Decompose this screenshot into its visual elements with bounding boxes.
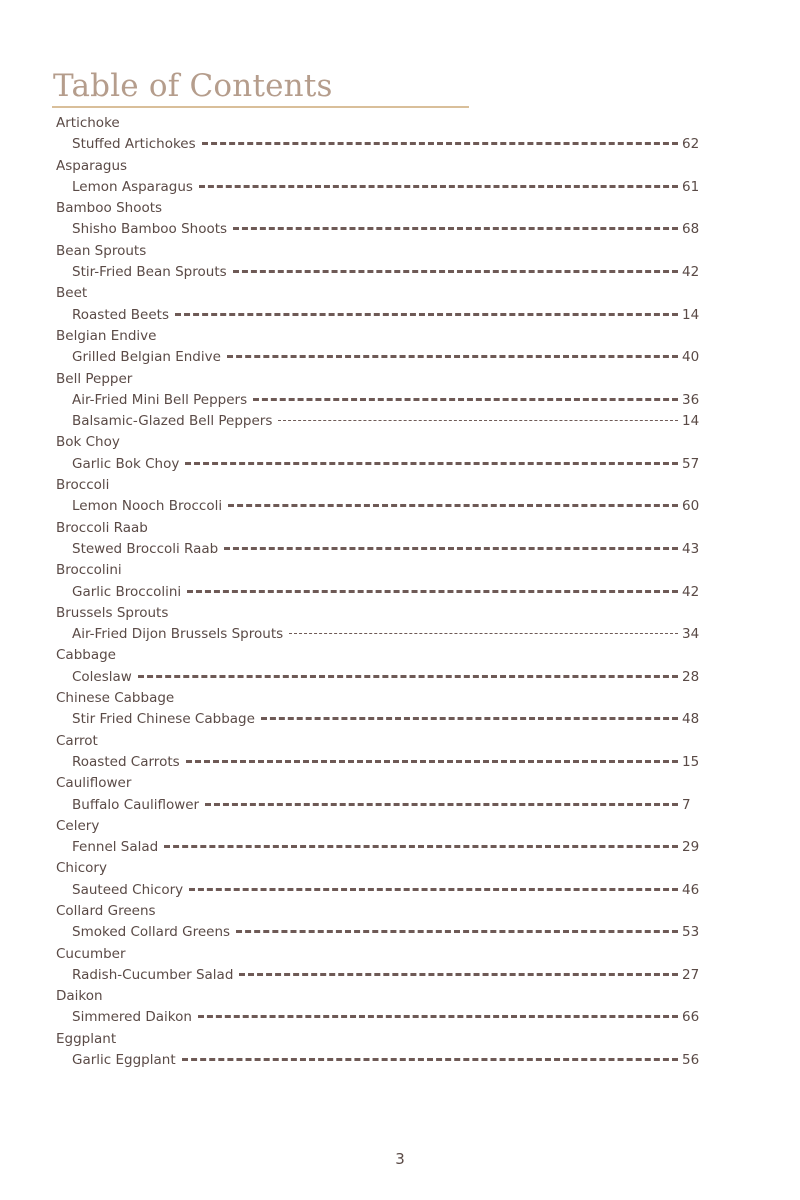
toc-entry[interactable] — [56, 965, 700, 986]
toc-category: Cabbage — [56, 647, 116, 664]
toc-category: Collard Greens — [56, 902, 156, 919]
toc-entry-page-number: 48 — [682, 711, 700, 728]
toc-entry-title: Lemon Nooch Broccoli — [72, 498, 223, 515]
toc-category: Belgian Endive — [56, 327, 157, 344]
toc-entry[interactable] — [56, 1007, 700, 1028]
toc-entry-page-number: 29 — [682, 839, 700, 856]
toc-entry-title: Roasted Beets — [72, 306, 169, 323]
toc-category: Daikon — [56, 988, 103, 1005]
dot-leader — [205, 803, 678, 806]
toc-entry-page-number: 43 — [682, 540, 700, 557]
toc-entry-page-number: 34 — [682, 626, 700, 643]
toc-entry[interactable] — [56, 411, 700, 432]
toc-entry-title: Sauteed Chicory — [72, 881, 184, 898]
dot-leader — [185, 462, 678, 465]
toc-entry-title: Air-Fried Dijon Brussels Sprouts — [72, 626, 284, 643]
title-underline — [52, 106, 469, 108]
toc-entry[interactable] — [56, 667, 700, 688]
toc-entry-page-number: 53 — [682, 924, 700, 941]
toc-entry-page-number: 27 — [682, 966, 700, 983]
toc-category: Beet — [56, 285, 88, 302]
toc-entry[interactable] — [56, 454, 700, 475]
toc-entry-title: Stir-Fried Bean Sprouts — [72, 264, 227, 281]
dot-leader — [236, 930, 678, 933]
toc-entry-title: Grilled Belgian Endive — [72, 349, 221, 366]
dot-leader — [227, 355, 678, 358]
toc-category: Artichoke — [56, 115, 120, 131]
toc-entry[interactable] — [56, 880, 700, 901]
dot-leader — [289, 633, 678, 634]
dot-leader — [239, 973, 678, 976]
toc-category: Broccoli Raab — [56, 519, 148, 536]
toc-entry-page-number: 56 — [682, 1052, 700, 1069]
toc-category: Bamboo Shoots — [56, 200, 163, 217]
toc-entry-page-number: 42 — [682, 264, 700, 281]
toc-category: Broccolini — [56, 562, 122, 579]
toc-category: Cauliflower — [56, 775, 132, 792]
toc-entry-title: Garlic Eggplant — [72, 1052, 176, 1069]
toc-entry[interactable] — [56, 219, 700, 240]
table-of-contents — [56, 113, 700, 1071]
toc-entry-title: Stewed Broccoli Raab — [72, 540, 219, 557]
toc-entry-title: Air-Fried Mini Bell Peppers — [72, 391, 248, 408]
toc-entry-title: Simmered Daikon — [72, 1009, 192, 1026]
toc-entry[interactable] — [56, 709, 700, 730]
toc-entry-title: Radish-Cucumber Salad — [72, 966, 234, 983]
toc-entry[interactable] — [56, 752, 700, 773]
toc-entry-title: Fennel Salad — [72, 839, 159, 856]
toc-entry[interactable] — [56, 177, 700, 198]
toc-entry-title: Smoked Collard Greens — [72, 924, 231, 941]
toc-category: Chinese Cabbage — [56, 690, 175, 707]
dot-leader — [278, 420, 678, 421]
toc-entry[interactable] — [56, 496, 700, 517]
page-title: Table of Contents — [53, 68, 333, 104]
dot-leader — [182, 1058, 678, 1061]
toc-entry-page-number: 14 — [682, 413, 700, 430]
toc-entry-page-number: 60 — [682, 498, 700, 515]
toc-entry-title: Lemon Asparagus — [72, 178, 193, 195]
dot-leader — [187, 590, 678, 593]
dot-leader — [189, 888, 678, 891]
dot-leader — [261, 717, 678, 720]
toc-category: Bok Choy — [56, 434, 120, 451]
toc-category: Broccoli — [56, 477, 110, 494]
toc-entry[interactable] — [56, 922, 700, 943]
toc-entry[interactable] — [56, 134, 700, 155]
dot-leader — [233, 227, 678, 230]
toc-entry[interactable] — [56, 795, 700, 816]
toc-entry-page-number: 15 — [682, 753, 700, 770]
toc-category: Chicory — [56, 860, 107, 877]
dot-leader — [233, 270, 678, 273]
toc-entry-page-number: 7 — [682, 796, 691, 813]
toc-entry-title: Balsamic-Glazed Bell Peppers — [72, 413, 273, 430]
toc-entry-page-number: 40 — [682, 349, 700, 366]
toc-entry-title: Roasted Carrots — [72, 753, 180, 770]
dot-leader — [228, 504, 678, 507]
toc-entry-page-number: 46 — [682, 881, 700, 898]
toc-entry-page-number: 14 — [682, 306, 700, 323]
toc-category: Celery — [56, 817, 100, 834]
toc-entry[interactable] — [56, 305, 700, 326]
dot-leader — [138, 675, 678, 678]
toc-entry[interactable] — [56, 624, 700, 645]
toc-entry[interactable] — [56, 837, 700, 858]
toc-entry-page-number: 68 — [682, 221, 700, 238]
toc-entry[interactable] — [56, 347, 700, 368]
dot-leader — [253, 398, 678, 401]
dot-leader — [202, 142, 678, 145]
dot-leader — [199, 185, 678, 188]
toc-entry[interactable] — [56, 539, 700, 560]
page-number: 3 — [395, 1150, 405, 1168]
toc-entry-page-number: 42 — [682, 583, 700, 600]
toc-entry-title: Shisho Bamboo Shoots — [72, 221, 228, 238]
toc-entry-title: Garlic Broccolini — [72, 583, 182, 600]
toc-entry[interactable] — [56, 390, 700, 411]
toc-entry-page-number: 61 — [682, 178, 700, 195]
toc-category: Asparagus — [56, 157, 128, 174]
toc-category: Carrot — [56, 732, 98, 749]
dot-leader — [198, 1015, 678, 1018]
toc-entry-title: Garlic Bok Choy — [72, 455, 180, 472]
dot-leader — [224, 547, 678, 550]
toc-category: Eggplant — [56, 1030, 117, 1047]
toc-entry-title: Stuffed Artichokes — [72, 136, 196, 153]
dot-leader — [164, 845, 678, 848]
toc-entry[interactable] — [56, 582, 700, 603]
toc-category: Brussels Sprouts — [56, 604, 169, 621]
toc-entry-page-number: 28 — [682, 668, 700, 685]
toc-entry[interactable] — [56, 1050, 700, 1071]
dot-leader — [175, 313, 678, 316]
toc-entry[interactable] — [56, 262, 700, 283]
toc-entry-title: Buffalo Cauliflower — [72, 796, 200, 813]
toc-category: Cucumber — [56, 945, 126, 962]
dot-leader — [186, 760, 678, 763]
toc-entry-page-number: 36 — [682, 391, 700, 408]
toc-entry-title: Stir Fried Chinese Cabbage — [72, 711, 255, 728]
toc-entry-page-number: 66 — [682, 1009, 700, 1026]
toc-entry-page-number: 57 — [682, 455, 700, 472]
toc-entry-page-number: 62 — [682, 136, 700, 153]
toc-category: Bell Pepper — [56, 370, 133, 387]
toc-entry-title: Coleslaw — [72, 668, 132, 685]
toc-category: Bean Sprouts — [56, 242, 147, 259]
